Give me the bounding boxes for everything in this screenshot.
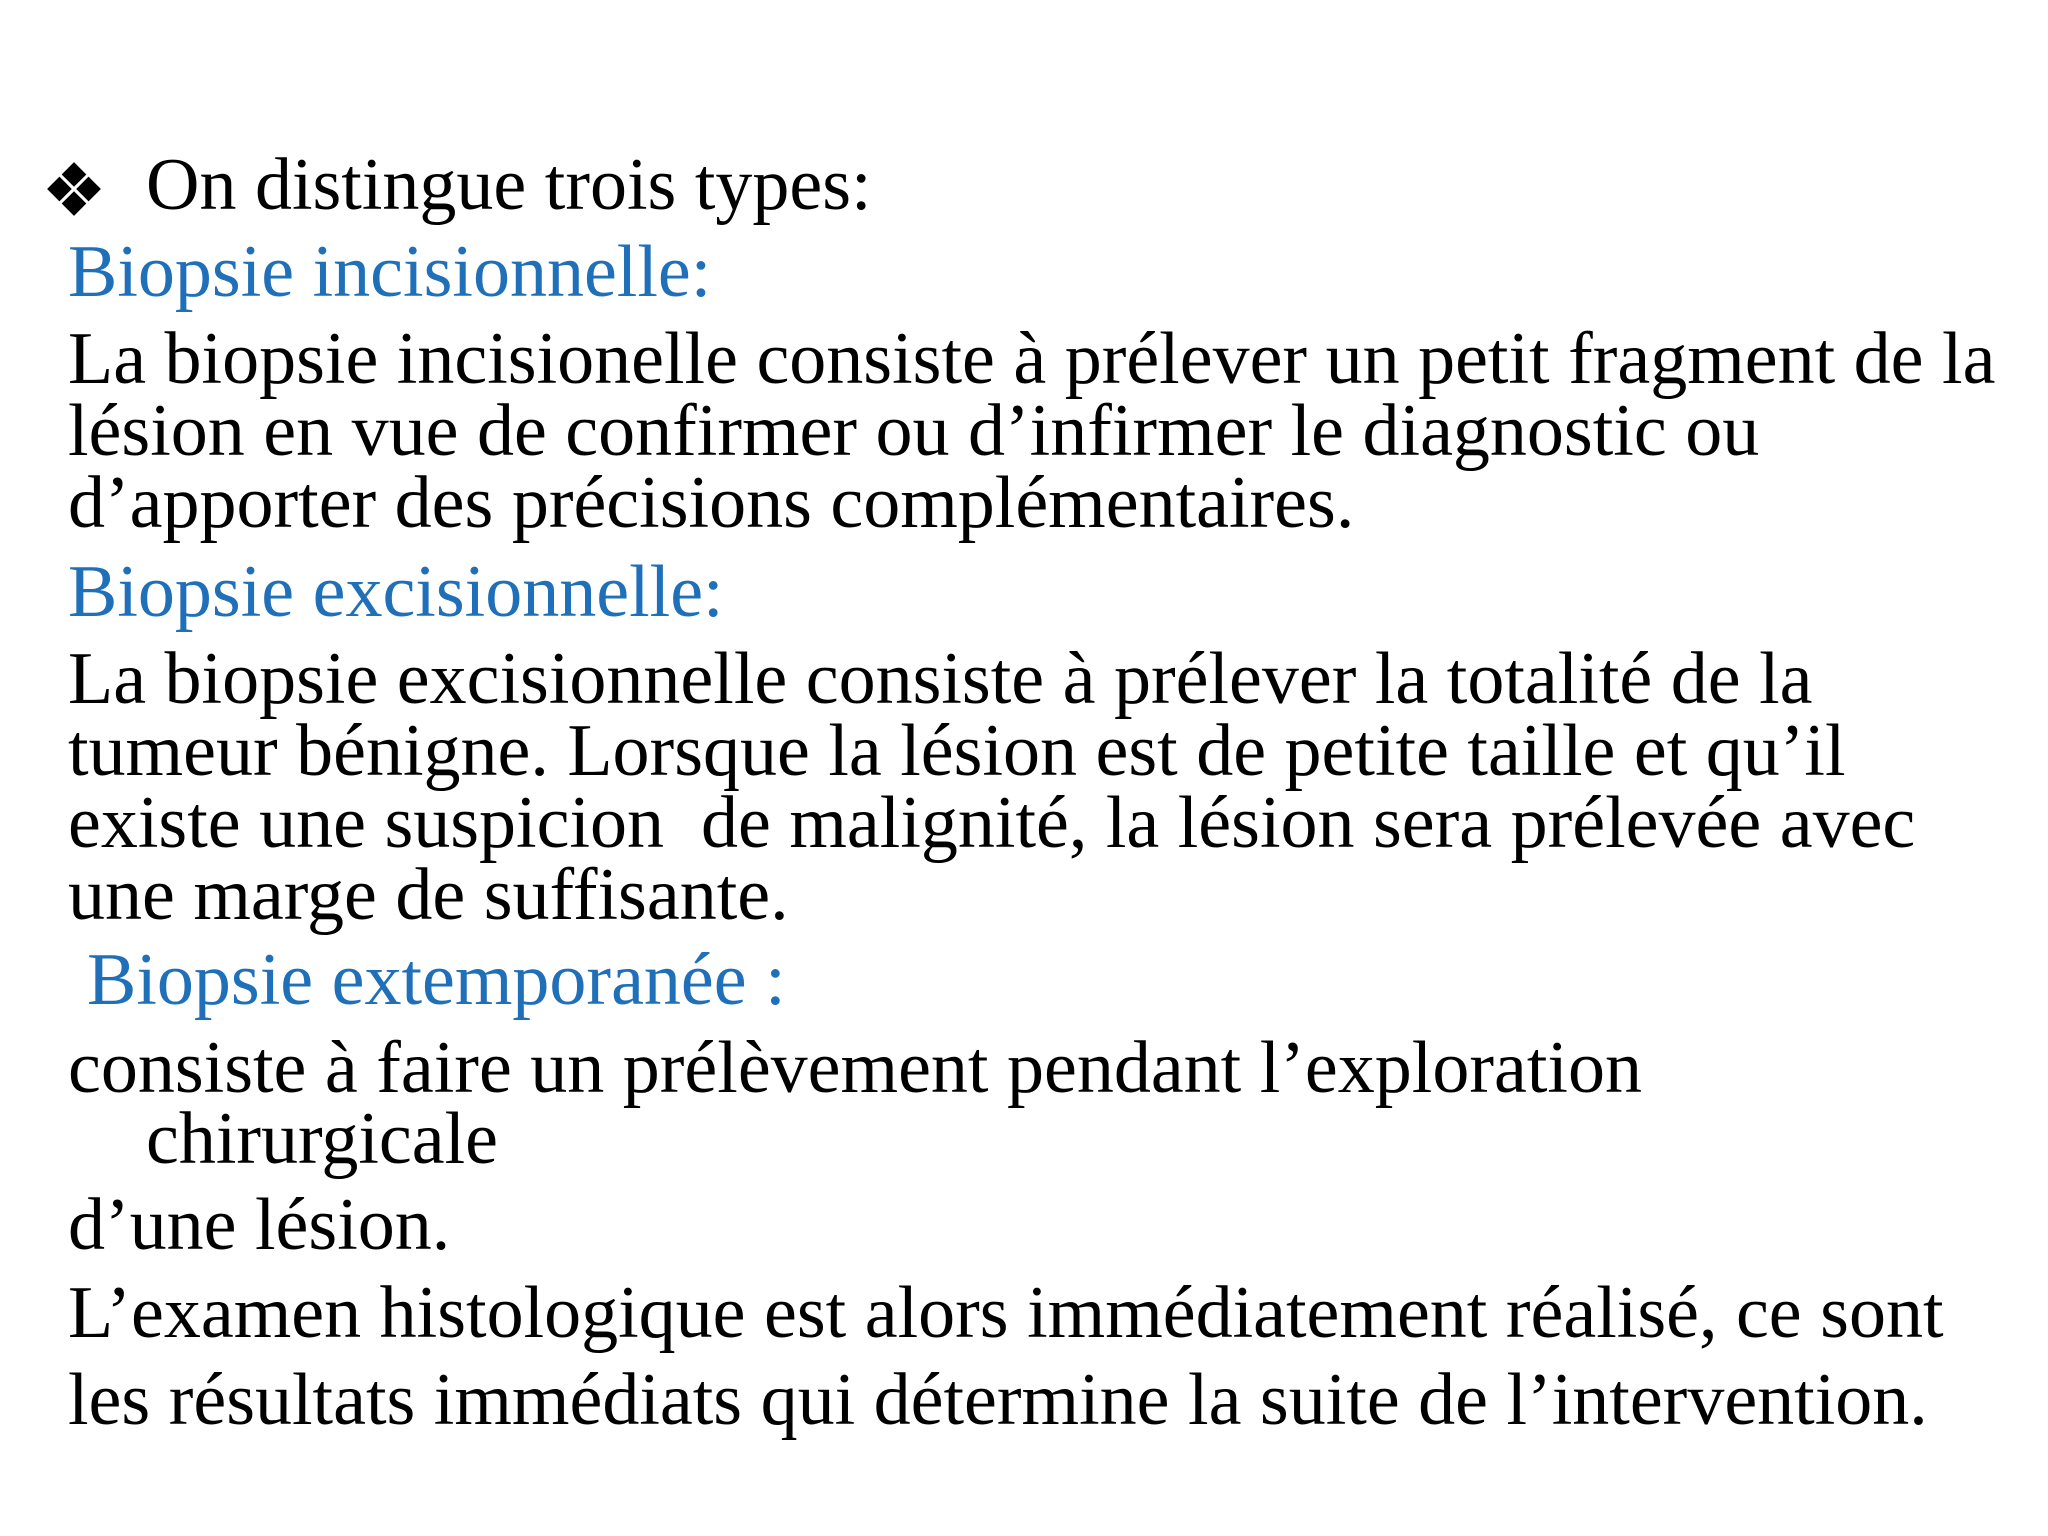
section-text-line: chirurgicale [146,1098,499,1180]
section-text-line: L’examen histologique est alors immédiatement réalisé, ce sont [68,1272,1944,1354]
intro-text: On distingue trois types: [146,144,872,226]
section-text-line: tumeur bénigne. Lorsque la lésion est de petite taille et qu’il [68,710,1846,792]
section-text-line: existe une suspicion de malignité, la lésion sera prélevée avec [68,782,1916,864]
section-text-line: consiste à faire un prélèvement pendant l’exploration [68,1027,1642,1109]
diamond-bullet-icon [46,161,102,217]
section-text-line: La biopsie excisionnelle consiste à prélever la totalité de la [68,638,1813,720]
section-text-line: les résultats immédiats qui détermine la suite de l’intervention. [68,1359,1928,1441]
section-heading-incisionnelle: Biopsie incisionnelle: [68,231,712,313]
section-text-line: une marge de suffisante. [68,854,789,936]
section-text-line: d’apporter des précisions complémentaires. [68,462,1355,544]
section-heading-excisionnelle: Biopsie excisionnelle: [68,551,724,633]
section-heading-extemporanee: Biopsie extemporanée : [87,939,786,1021]
section-text-line: lésion en vue de confirmer ou d’infirmer le diagnostic ou [68,390,1760,472]
section-text-line: d’une lésion. [68,1184,451,1266]
section-text-line: La biopsie incisionelle consiste à prélever un petit fragment de la [68,318,1996,400]
